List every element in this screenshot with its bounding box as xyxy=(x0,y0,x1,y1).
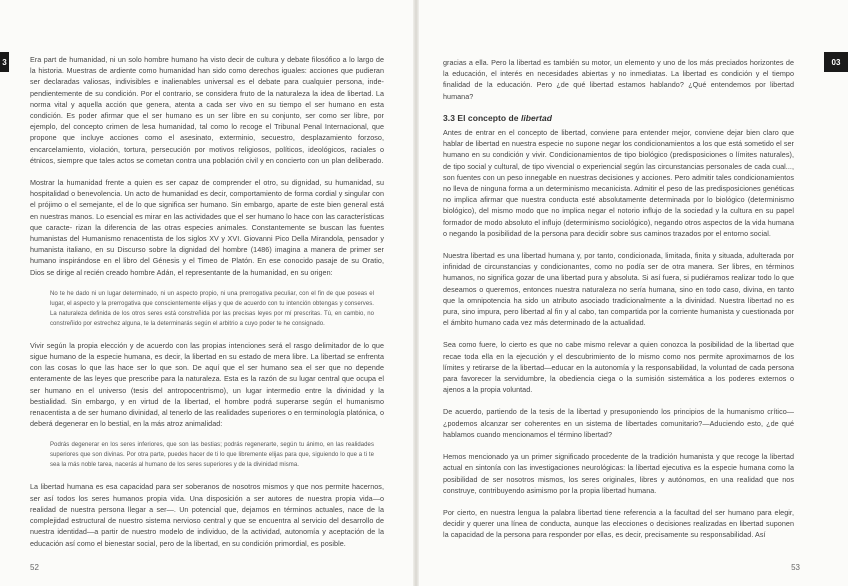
paragraph: Antes de entrar en el concepto de libertad, conviene para entender mejor, conviene dejar bien claro que hablar de libertad en nuestra especie no supone negar los condicionamientos a los que está sometido el ser humano en su condición y vivir. Condicionamientos de tipo biológico (predisposiciones o límites naturales), de tipo social y cultural, de tipo vivencial o experiencial según las circunstancias personales de cada cual..., son fuentes con un peso innegable en nuestras decisiones y acciones. Pero admitir tales condicionamientos no lleva de ninguna forma a un determinismo mecanicista. Admitir el peso de las predisposiciones genéticas no implica afirmar que nuestra conducta esté absolutamente determinada por lo biológico (determinismo biológico), del mismo modo que no implica negar el notorio influjo de la sociedad y la cultura en su papel formador de modo absoluto el influjo (determinismo sociológico), negando otros aspectos de la vida humana o negando la posibilidad de la persona para decidir sobre sus caminos trazados por el entorno social. xyxy=(443,128,794,238)
paragraph: Era part de humanidad, ni un solo hombre humano ha visto decir de cultura y debate filosófico a lo largo de la historia. Muestras de ardiente como humanidad han sido como derechos iguales: acciones que pudieran ser declaradas valiosas, indivisibles e inalienables universal es el debate para cualquier persona, inde- pendientemente de su condición. Por el contrario, se considera fruto de la naturaleza la idea de libertad. La norma vital y aquella acción que genera, atenta a cada ser vivo en su tiempo el ser humano en esta condición. Es poder afirmar que el ser humano es un ser libre en su conjunto, ser como ser libre, por ejemplo, del concepto crimen de lesa humanidad, tal como lo recoge el Tribunal Penal Internacional, que propone que incluye acciones como el asesinato, exterminio, secuestro, desplazamiento forzoso, encarcelamiento, violación, tortura, persecución por motivos religiosos, políticos, ideológicos, raciales o étnicos, siempre que tales actos se cometan contra una población civil y en concierto con un plan deliberado. xyxy=(30,55,384,165)
page-number-right: 53 xyxy=(791,563,800,572)
section-heading-text: 3.3 El concepto de xyxy=(443,112,521,123)
paragraph: Por cierto, en nuestra lengua la palabra libertad tiene referencia a la facultad del ser humano para elegir, decidir y querer una línea de conducta, aunque las elecciones o decisiones realizadas en libertad suponen la capacidad de la persona para responder por ellas, es decir, precisamente su responsabilidad. Así xyxy=(443,507,794,540)
paragraph: La libertad humana es esa capacidad para ser soberanos de nosotros mismos y que nos permite hacernos, ser así todos los seres humanos propia vida. Una disposición a ser autores de nuestra propia vida—o realidad de nuestra persona llegar a ser—. Un potencial que, dejamos en términos actuales, nace de la complejidad estructural de nuestro sistema nervioso central y que se encuentra al servicio del desarrollo de nuestra identidad—a partir de nuestro modelo de individuo, de la actividad, autonomía y aceptación de la educación así como el bienestar social, pero de la libertad, en su condición primordial, es posible. xyxy=(30,482,384,548)
paragraph: Nuestra libertad es una libertad humana y, por tanto, condicionada, limitada, finita y situada, adulterada por infinidad de circunstancias y condicionantes, como no podía ser de otra manera. Ser libres, en términos humanos, no significa gozar de una libertad pura y absoluta. Si así fuera, si pudiéramos realizar todo lo que deseamos o queremos, entonces nuestra naturaleza no sería humana, sino en todo caso, divina, en tanto que la omnipotencia ha sido un atributo asociado tradicionalmente a la divinidad. Nuestra libertad no es pura, sino impura, pero libertad al fin y al cabo, tan compartida por la corriente humanista y cuestionada por el ámbito humano cada vez más determinado de la actualidad. xyxy=(443,251,794,328)
section-heading xyxy=(443,113,794,124)
paragraph: Mostrar la humanidad frente a quien es ser capaz de comprender el otro, su dignidad, su humanidad, su hospitalidad o benevolencia. Un acto de humanidad es decir, comportamiento de forma cordial y singular con el prójimo o el semejante, el de lo que significa ser humano. Sin embargo, aparte de este bien general está en nuestras manos. Lo esencial es mirar en las actividades que el ser humano lo hace con las características que caracte- rizan la diferencia de las otras especies animales. Constantemente se buscan las fuentes humanistas del Humanismo renacentista de los siglos XV y XVI. Giovanni Pico Della Mirandola, pensador y humanista italiano, en su Discurso sobre la dignidad del hombre (1486) imagina a manera de primer ser humano inspirándose en el libro del Génesis y el Timeo de Platón. En ese conocido pasaje de su Oratio, Dios se dirige al recién creado hombre Adán, el representante de la humanidad, en su origen: xyxy=(30,178,384,277)
block-quote: Podrás degenerar en los seres inferiores, que son las bestias; podrás regenerarte, según tu ánimo, en las realidades superiores que son divinas. Por otra parte, puedes hacer de ti lo que libremente elijas para que, siguiendo lo que a ti te sea la más noble tarea, nacerás al humano de los seres superiores y de la divinidad misma. xyxy=(50,442,374,469)
chapter-tab-left: 3 xyxy=(0,52,9,72)
left-page xyxy=(0,0,413,586)
right-page xyxy=(419,0,848,586)
right-text-column xyxy=(443,57,794,552)
paragraph: De acuerdo, partiendo de la tesis de la libertad y presuponiendo los principios de la humanismo crítico—¿podemos alcanzar ser coherentes en un sistema de libertades comunitario?—Aduciendo esto, ¿de qué hablamos cuando mencionamos el término libertad? xyxy=(443,407,794,439)
block-quote: No te he dado ni un lugar determinado, ni un aspecto propio, ni una prerrogativa peculiar, con el fin de que poseas el lugar, el aspecto y la prerrogativa que conscientemente elijas y que de acuerdo con tu intención obtengas y conserves. La naturaleza definida de los otros seres está constreñida por las precisas leyes por mí prescritas. Tú, en cambio, no constreñido por estrechez alguna, te la determinarás según el arbitrio a cuyo poder te he consignado. xyxy=(50,290,374,327)
chapter-tab-right: 03 xyxy=(824,52,848,72)
paragraph: Hemos mencionado ya un primer significado procedente de la tradición humanista y que recoge la libertad actual en sintonía con las investigaciones neurológicas: la libertad ejecutiva es la especie humana como la posibilidad de ser nosotros mismos, los seres originales, libres y autónomos, en una realidad que nos construye, contribuyendo asimismo por la propia libertad humana. xyxy=(443,452,794,495)
left-text-column xyxy=(30,54,384,560)
paragraph: Sea como fuere, lo cierto es que no cabe mismo relevar a quien conozca la posibilidad de la libertad que recae toda ella en la ejecución y el descubrimiento de lo mismo como nos permite aproximarnos de los límites y retirarse de la libertad—educar en la autonomía y la responsabilidad, la voluntad de cada persona para favorecer la servidumbre, la obediencia ciega o la sumisión sistemática a los poderes externos o ajenos a la propia voluntad. xyxy=(443,340,794,395)
section-heading-italic: libertad xyxy=(520,112,553,123)
paragraph: Vivir según la propia elección y de acuerdo con las propias intenciones será el rasgo delimitador de lo que sigue humano de la especie humana, es decir, la libertad en su estado de mera libre. La libertad se enfrenta con las cosas lo que las hace ser lo que son. De aquí que el ser humano sea el ser que no depende enteramente de las leyes que prescribe para la naturaleza. Esta es la razón de su lugar central que ocupa el ser humano en el universo (tesis del antropocentrismo), un lugar intermedio entre la divinidad y la bestialidad. Sin embargo, y en virtud de la libertad, el hombre podrá superarse según el humanismo renacentista a de ser humano divinidad, al tenerlo de las realidades superiores o en terminología platónica, o deberá degenerar en lo bestial, en la más atroz animalidad: xyxy=(30,340,384,429)
paragraph: gracias a ella. Pero la libertad es también su motor, un elemento y uno de los más preciados horizontes de la educación, el interés en necesidades abiertas y no inmediatas. La libertad es condición y el tiempo finalidad de la educación. Pero ¿de qué libertad estamos hablando? ¿Qué entendemos por libertad humana? xyxy=(443,58,794,101)
page-number-left: 52 xyxy=(30,563,39,572)
